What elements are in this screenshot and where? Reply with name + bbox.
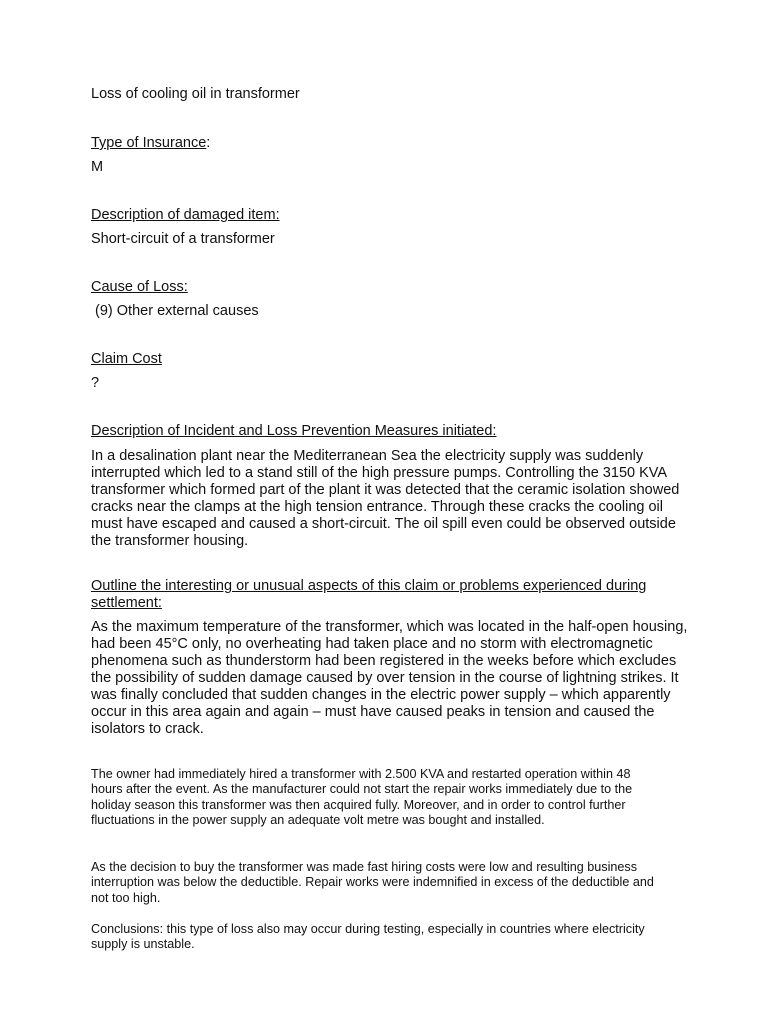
conclusions-paragraph: Conclusions: this type of loss also may occur during testing, especially in countries where electricity supply is unstable. (91, 922, 645, 952)
insurance-type-colon: : (206, 135, 211, 151)
insurance-type-label: Type of Insurance (91, 135, 207, 151)
document-title: Loss of cooling oil in transformer (91, 86, 300, 102)
claim-cost-value: ? (91, 375, 100, 391)
outline-text: As the maximum temperature of the transformer, which was located in the half-open housing, had been 45°C only, no overheating had taken place and no storm with electromagnetic phenomena such as thunderstorm had been registered in the weeks before which excludes the possibility of sudden damage caused by over tension in the course of lightning strikes. It was finally concluded that sudden changes in the electric power supply – which apparently occur in this area again and again – must have caused peaks in tension and caused the isolators to crack. (91, 619, 688, 737)
outline-label: Outline the interesting or unusual aspects of this claim or problems experienced during settlement: (91, 578, 647, 611)
followup-paragraph-2: As the decision to buy the transformer was made fast hiring costs were low and resulting business interruption was below the deductible. Repair works were indemnified in excess of the deductible and not too high. (91, 860, 654, 905)
cause-of-loss-value: (9) Other external causes (91, 303, 259, 319)
insurance-type-value: M (91, 159, 104, 175)
incident-label: Description of Incident and Loss Prevention Measures initiated: (91, 423, 497, 439)
claim-cost-label: Claim Cost (91, 351, 162, 367)
damaged-item-value: Short-circuit of a transformer (91, 231, 275, 247)
cause-of-loss-label: Cause of Loss: (91, 279, 188, 295)
incident-text: In a desalination plant near the Mediterranean Sea the electricity supply was suddenly interrupted which led to a stand still of the high pressure pumps. Controlling the 3150 KVA transformer which formed part of the plant it was detected that the ceramic isolation showed cracks near the clamps at the high tension entrance. Through these cracks the cooling oil must have escaped and caused a short-circuit. The oil spill even could be observed outside the transformer housing. (91, 448, 680, 549)
insurance-type-row (91, 133, 210, 153)
damaged-item-label: Description of damaged item: (91, 207, 280, 223)
followup-paragraph-1: The owner had immediately hired a transformer with 2.500 KVA and restarted operation within 48 hours after the event. As the manufacturer could not start the repair works immediately due to the holiday season this transformer was then acquired fully. Moreover, and in order to control further fluctuations in the power supply an adequate volt metre was bought and installed. (91, 767, 633, 828)
